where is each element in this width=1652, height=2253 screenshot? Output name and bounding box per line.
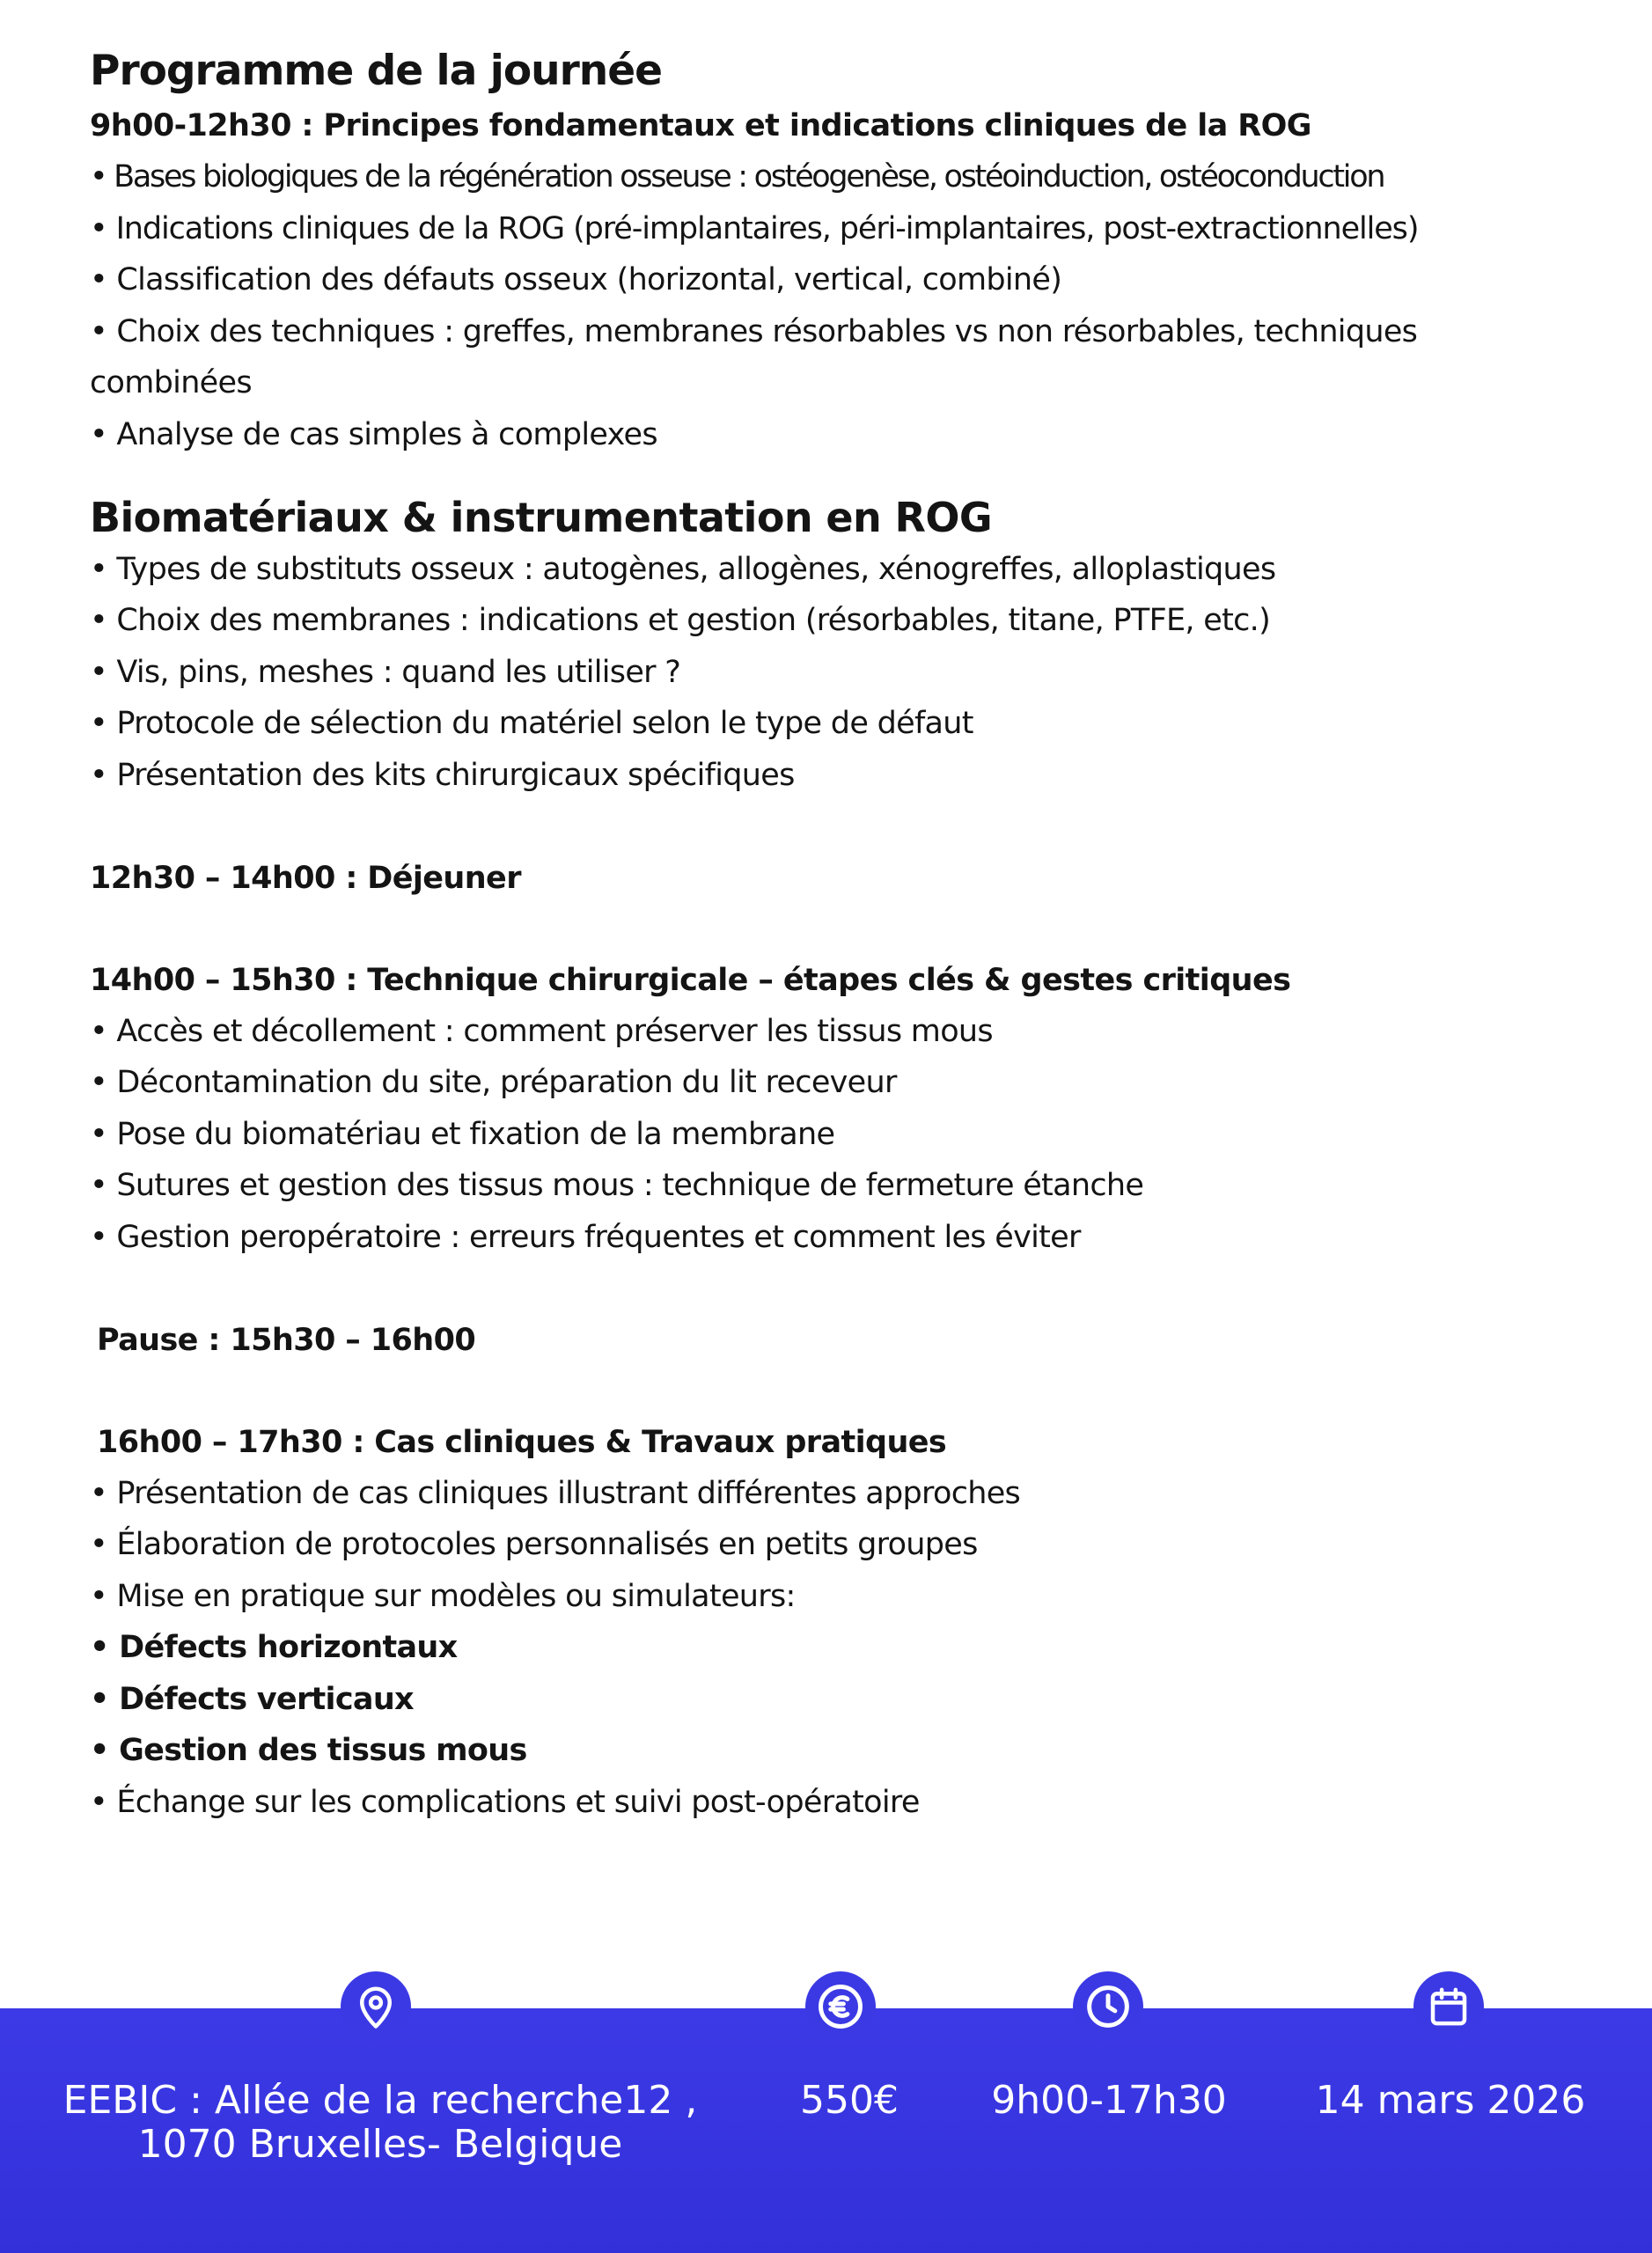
list-item: • Analyse de cas simples à complexes <box>90 416 657 452</box>
section-heading-biomaterials: Biomatériaux & instrumentation en ROG <box>90 493 993 541</box>
calendar-icon <box>1413 1971 1484 2042</box>
hours-text: 9h00-17h30 <box>991 2078 1227 2123</box>
list-item-bold: • Gestion des tissus mous <box>90 1733 527 1769</box>
program-title: Programme de la journée <box>90 47 662 95</box>
list-item-bold: • Défects horizontaux <box>90 1630 458 1666</box>
euro-icon <box>805 1971 876 2042</box>
lunch-heading: 12h30 – 14h00 : Déjeuner <box>90 860 521 896</box>
list-item: • Présentation de cas cliniques illustrant différentes approches <box>90 1475 1021 1511</box>
list-item: • Gestion peropératoire : erreurs fréquentes et comment les éviter <box>90 1219 1081 1255</box>
list-item: • Échange sur les complications et suivi post-opératoire <box>90 1785 920 1821</box>
list-item: • Choix des techniques : greffes, membranes résorbables vs non résorbables, techniques combinées <box>90 313 1418 401</box>
section-heading-morning: 9h00-12h30 : Principes fondamentaux et indications cliniques de la ROG <box>90 108 1311 143</box>
list-item-bold: • Défects verticaux <box>90 1681 414 1717</box>
program-content <box>90 42 1586 1829</box>
list-item: • Protocole de sélection du matériel selon le type de défaut <box>90 706 973 742</box>
clock-icon <box>1073 1971 1143 2042</box>
list-item: • Accès et décollement : comment préserver les tissus mous <box>90 1013 993 1049</box>
section-heading-practice: 16h00 – 17h30 : Cas cliniques & Travaux pratiques <box>97 1424 947 1460</box>
list-item: • Types de substituts osseux : autogènes, allogènes, xénogreffes, alloplastiques <box>90 551 1276 587</box>
list-item: • Sutures et gestion des tissus mous : technique de fermeture étanche <box>90 1168 1144 1204</box>
list-item: • Décontamination du site, préparation du lit receveur <box>90 1065 897 1101</box>
info-footer <box>0 2008 1652 2253</box>
section-heading-surgery: 14h00 – 15h30 : Technique chirurgicale – étapes clés & gestes critiques <box>90 962 1291 998</box>
location-line-1: EEBIC : Allée de la recherche12 , <box>62 2078 698 2123</box>
list-item: • Indications cliniques de la ROG (pré-implantaires, péri-implantaires, post-extractionnelles) <box>90 210 1419 246</box>
list-item: • Mise en pratique sur modèles ou simulateurs: <box>90 1578 796 1614</box>
location-pin-icon <box>341 1971 411 2042</box>
list-item: • Présentation des kits chirurgicaux spécifiques <box>90 757 795 793</box>
location-line-2: 1070 Bruxelles- Belgique <box>137 2122 623 2167</box>
list-item: • Classification des défauts osseux (horizontal, vertical, combiné) <box>90 262 1062 298</box>
list-item: • Vis, pins, meshes : quand les utiliser ? <box>90 654 681 690</box>
list-item: • Pose du biomatériau et fixation de la membrane <box>90 1116 835 1152</box>
list-item: • Élaboration de protocoles personnalisés en petits groupes <box>90 1527 978 1563</box>
date-text: 14 mars 2026 <box>1315 2078 1586 2123</box>
price-text: 550€ <box>800 2078 899 2123</box>
list-item: • Bases biologiques de la régénération osseuse : ostéogenèse, ostéoinduction, ostéoconduction <box>90 159 1384 194</box>
pause-heading: Pause : 15h30 – 16h00 <box>97 1322 476 1358</box>
list-item: • Choix des membranes : indications et gestion (résorbables, titane, PTFE, etc.) <box>90 603 1271 639</box>
location-text <box>63 2079 698 2167</box>
